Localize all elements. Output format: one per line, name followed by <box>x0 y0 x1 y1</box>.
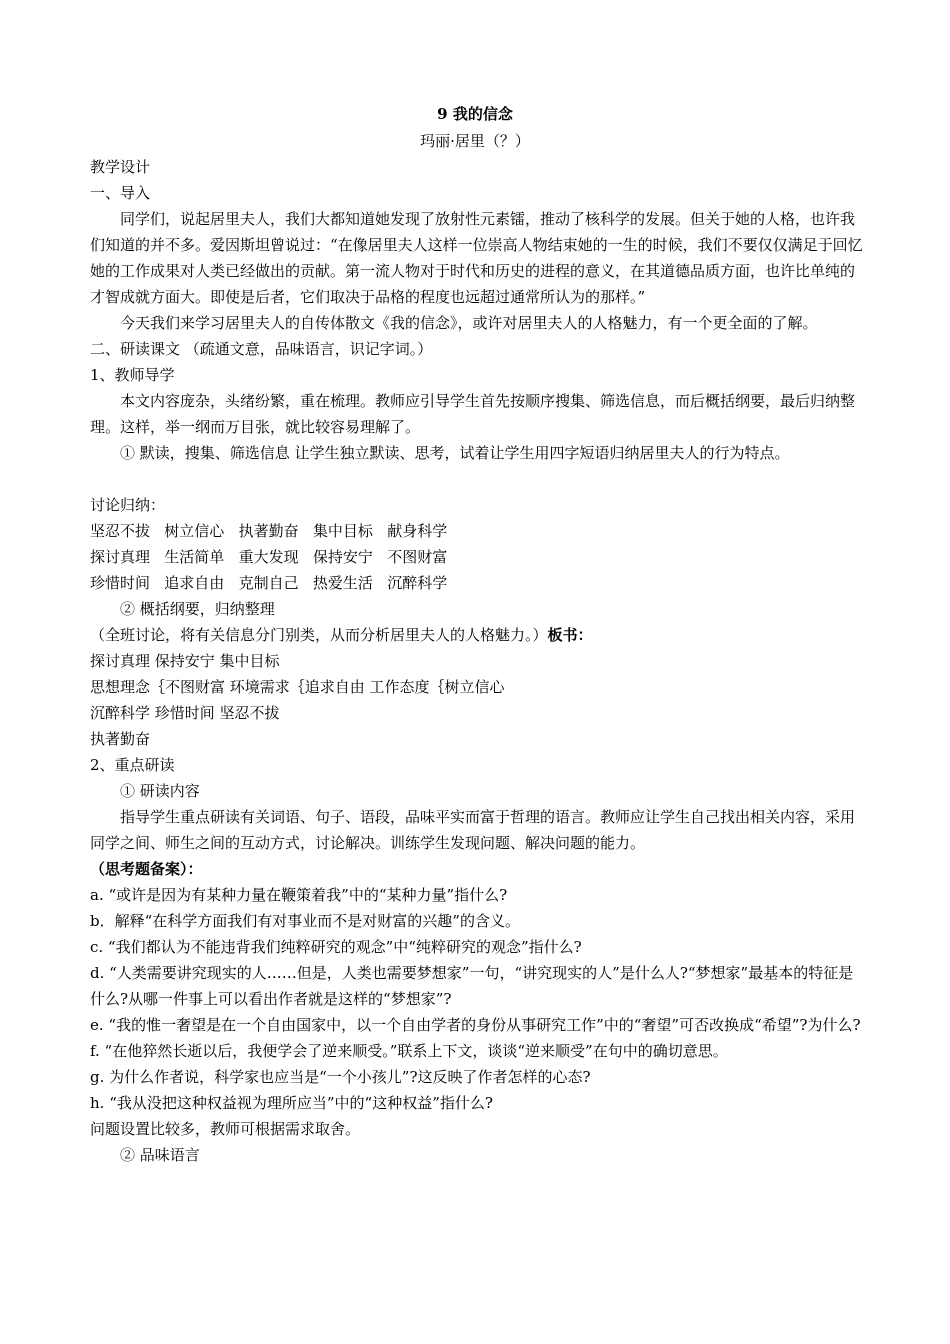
paragraph: ① 默读，搜集、筛选信息 让学生独立默读、思考，试着让学生用四字短语归纳居里夫人的行为特点。 <box>120 444 790 462</box>
question-item: d. “人类需要讲究现实的人……但是，人类也需要梦想家”一句，“讲究现实的人”是什么人?“梦想家”最基本的特征是什么?从哪一件事上可以看出作者就是这样的“梦想家”? <box>90 964 854 1008</box>
questions-heading: （思考题备案）： <box>90 860 203 878</box>
question-item: g. 为什么作者说，科学家也应当是“一个小孩儿”?这反映了作者怎样的心态? <box>90 1068 591 1086</box>
discussion-note: （全班讨论，将有关信息分门别类，从而分析居里夫人的人格魅力。） <box>90 626 548 644</box>
paragraph: 本文内容庞杂，头绪纷繁，重在梳理。教师应引导学生首先按顺序搜集、筛选信息，而后概括纲要，最后归纳整理。这样，举一纲而万目张，就比较容易理解了。 <box>90 392 856 436</box>
question-item: b．解释“在科学方面我们有对事业而不是对财富的兴趣”的含义。 <box>90 912 520 930</box>
question-item: f. “在他猝然长逝以后，我便学会了逆来顺受。”联系上下文，谈谈“逆来顺受”在句中的确切意思。 <box>90 1042 728 1060</box>
step-heading: ② 概括纲要，归纳整理 <box>120 600 275 618</box>
section-heading: 一、导入 <box>90 184 151 202</box>
question-item: e. “我的惟一奢望是在一个自由国家中，以一个自由学者的身份从事研究工作”中的“奢望”可否改换成“希望”?为什么? <box>90 1016 861 1034</box>
discussion-label: 讨论归纳： <box>90 496 166 514</box>
traits-row: 珍惜时间 追求自由 克制自己 热爱生活 沉醉科学 <box>90 574 448 592</box>
blackboard-line: 思想理念｛不图财富 环境需求｛追求自由 工作态度｛树立信心 <box>90 678 505 696</box>
blackboard-line: 探讨真理 保持安宁 集中目标 <box>90 652 280 670</box>
section-label: 教学设计 <box>90 158 151 176</box>
blackboard-line: 沉醉科学 珍惜时间 坚忍不拔 <box>90 704 280 722</box>
paragraph: 指导学生重点研读有关词语、句子、语段，品味平实而富于哲理的语言。教师应让学生自己找出相关内容，采用同学之间、师生之间的互动方式，讨论解决。训练学生发现问题、解决问题的能力。 <box>90 808 856 852</box>
question-item: c. “我们都认为不能违背我们纯粹研究的观念”中“纯粹研究的观念”指什么? <box>90 938 582 956</box>
traits-row: 坚忍不拔 树立信心 执著勤奋 集中目标 献身科学 <box>90 522 448 540</box>
question-item: a. “或许是因为有某种力量在鞭策着我”中的“某种力量”指什么? <box>90 886 508 904</box>
spacer <box>90 466 868 492</box>
subsection-heading: 2、重点研读 <box>90 756 175 774</box>
subsection-heading: 1、教师导学 <box>90 366 175 384</box>
blackboard-label: 板书： <box>547 626 593 644</box>
document-body <box>90 154 868 1168</box>
step-heading: ② 品味语言 <box>120 1146 200 1164</box>
paragraph <box>90 622 868 648</box>
paragraph: 同学们，说起居里夫人，我们大都知道她发现了放射性元素镭，推动了核科学的发展。但关于她的人格，也许我们知道的并不多。爱因斯坦曾说过：“在像居里夫人这样一位崇高人物结束她的一生的时候，我们不要仅仅满足于回忆她的工作成果对人类已经做出的贡献。第一流人物对于时代和历史的进程的意义，在其道德品质方面，也许比单纯的才智成就方面大。即使是后者，它们取决于品格的程度也远超过通常所认为的那样。” <box>90 210 863 306</box>
question-item: h. “我从没把这种权益视为理所应当”中的“这种权益”指什么? <box>90 1094 493 1112</box>
step-heading: ① 研读内容 <box>120 782 200 800</box>
blackboard-line: 执著勤奋 <box>90 730 151 748</box>
paragraph: 问题设置比较多，教师可根据需求取舍。 <box>90 1120 361 1138</box>
document-title: 9 我的信念 <box>437 105 513 123</box>
document-author: 玛丽·居里（？） <box>420 132 530 150</box>
paragraph: 今天我们来学习居里夫人的自传体散文《我的信念》，或许对居里夫人的人格魅力，有一个更全面的了解。 <box>120 314 818 332</box>
traits-row: 探讨真理 生活简单 重大发现 保持安宁 不图财富 <box>90 548 448 566</box>
section-heading: 二、研读课文 （疏通文意，品味语言，识记字词。） <box>90 340 433 358</box>
